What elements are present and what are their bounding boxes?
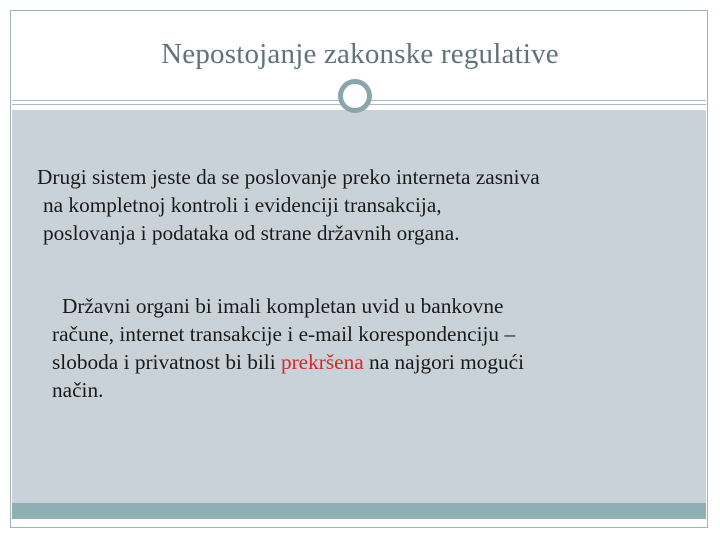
highlighted-word: prekršena (280, 350, 364, 374)
paragraph-2-text: na najgori mogući (363, 350, 524, 374)
paragraph-2-line: Državni organi bi imali kompletan uvid u bankovne (62, 294, 504, 318)
paragraph-1-line: na kompletnoj kontroli i evidenciji transakcija, (43, 193, 442, 217)
paragraph-2-text: sloboda i privatnost bi bili (52, 350, 281, 374)
paragraph-2-line: račune, internet transakcije i e-mail korespondenciju – (52, 322, 516, 346)
paragraph-1 (37, 163, 677, 247)
paragraph-1-line: Drugi sistem jeste da se poslovanje preko interneta zasniva (37, 165, 540, 189)
circle-ornament-icon (338, 79, 372, 113)
paragraph-2-line: način. (52, 378, 104, 402)
slide-title: Nepostojanje zakonske regulative (161, 38, 559, 70)
paragraph-2 (52, 292, 682, 404)
footer-bar (12, 503, 706, 519)
paragraph-1-line: poslovanja i podataka od strane državnih organa. (43, 221, 460, 245)
paragraph-2-line (52, 348, 682, 376)
